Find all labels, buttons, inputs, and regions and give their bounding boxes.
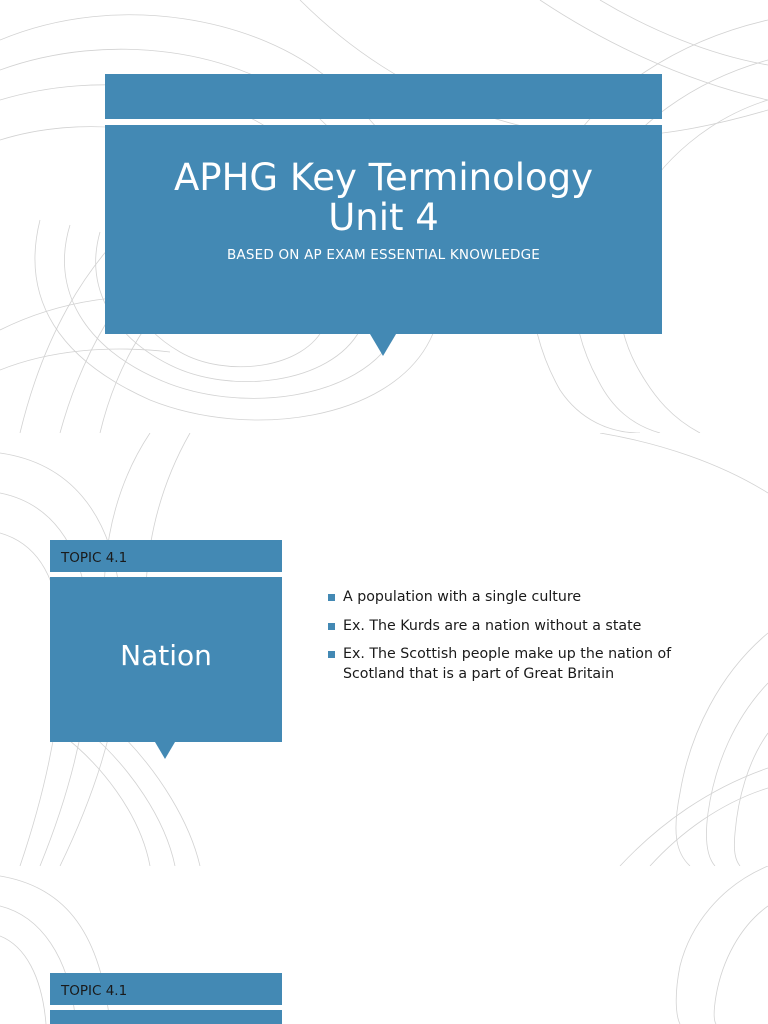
presentation-title-line1: APHG Key Terminology <box>173 156 594 199</box>
square-bullet-icon <box>328 594 335 601</box>
definition-bullet <box>328 644 698 684</box>
presentation-subtitle: BASED ON AP EXAM ESSENTIAL KNOWLEDGE <box>226 247 541 263</box>
topic-label: TOPIC 4.1 <box>61 983 128 999</box>
slide-next <box>0 866 768 1024</box>
term-box <box>50 1010 282 1024</box>
definition-text: A population with a single culture <box>343 589 582 605</box>
term-box-pointer <box>155 742 175 759</box>
slide-nation <box>0 433 768 866</box>
presentation-title-line2: Unit 4 <box>328 196 439 239</box>
definition-list <box>328 587 698 693</box>
title-box <box>105 125 662 334</box>
definition-bullet <box>328 587 698 607</box>
topic-label: TOPIC 4.1 <box>61 550 128 566</box>
square-bullet-icon <box>328 651 335 658</box>
topic-bar <box>50 973 282 1005</box>
title-box-pointer <box>370 334 396 356</box>
slide-title <box>0 0 768 433</box>
term-title: Nation <box>120 639 212 672</box>
term-box <box>50 577 282 742</box>
definition-text: Ex. The Scottish people make up the nation of Scotland that is a part of Great Britain <box>343 646 672 682</box>
definition-bullet <box>328 616 698 636</box>
title-top-bar <box>105 74 662 119</box>
definition-text: Ex. The Kurds are a nation without a state <box>343 617 642 634</box>
topic-bar <box>50 540 282 572</box>
square-bullet-icon <box>328 623 335 630</box>
